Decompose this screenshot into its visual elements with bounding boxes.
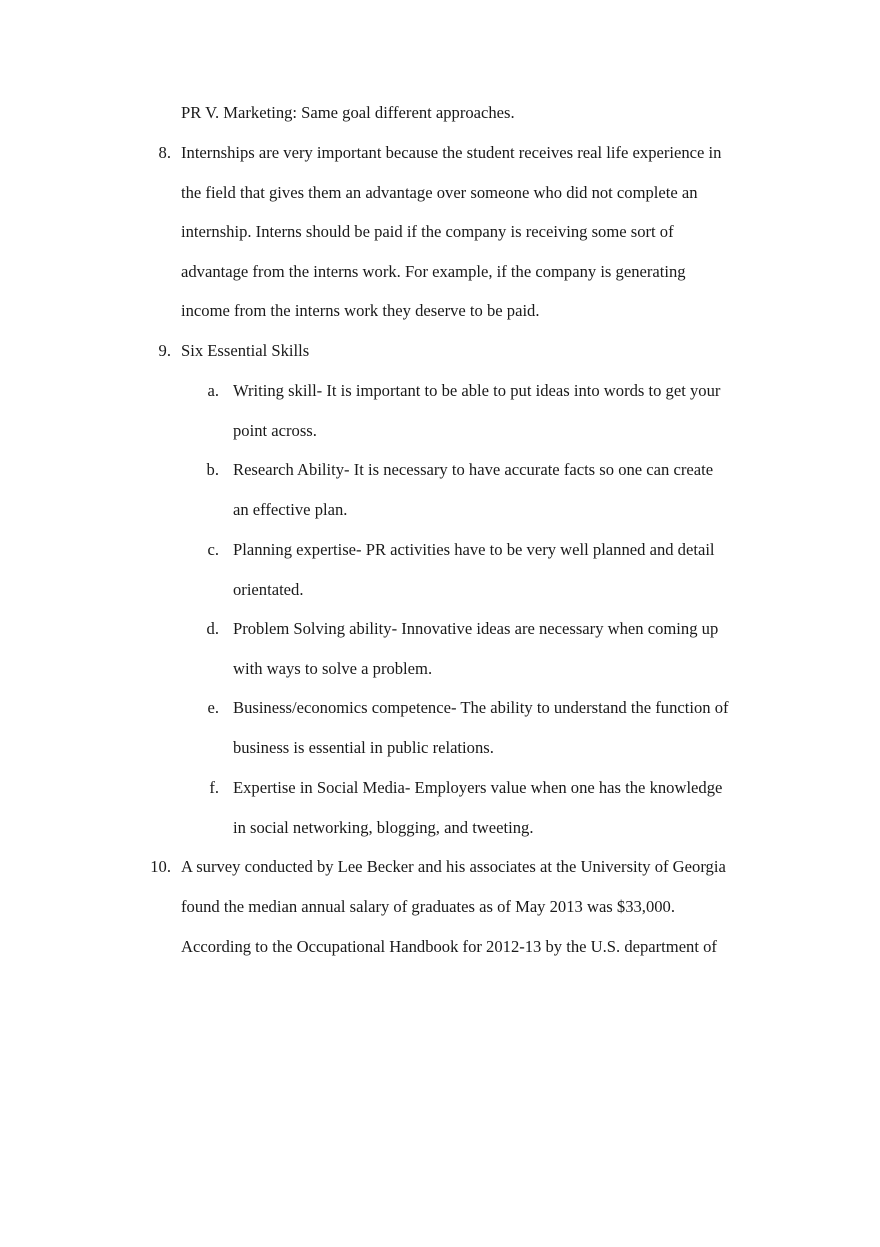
item-8-line-5: income from the interns work they deserve to be paid. (181, 301, 540, 320)
sub-a-line-1: Writing skill- It is important to be able to put ideas into words to get your (233, 381, 721, 400)
list-marker-9: 9. (158, 341, 171, 360)
item-8-line-3: internship. Interns should be paid if the company is receiving some sort of (181, 222, 674, 241)
item-8-line-4: advantage from the interns work. For example, if the company is generating (181, 262, 686, 281)
list-marker-8: 8. (158, 143, 171, 162)
sub-b-line-1: Research Ability- It is necessary to have accurate facts so one can create (233, 460, 714, 479)
sub-b-line-2: an effective plan. (233, 500, 348, 519)
sub-d-line-1: Problem Solving ability- Innovative ideas are necessary when coming up (233, 619, 719, 638)
sub-e-line-1: Business/economics competence- The ability to understand the function of (233, 698, 729, 717)
sub-c-line-2: orientated. (233, 580, 304, 599)
sub-f-line-1: Expertise in Social Media- Employers value when one has the knowledge (233, 778, 723, 797)
list-marker-10: 10. (150, 857, 171, 876)
sub-e-line-2: business is essential in public relations. (233, 738, 494, 757)
item-10-line-2: found the median annual salary of graduates as of May 2013 was $33,000. (181, 897, 675, 916)
sub-marker-e: e. (207, 698, 219, 717)
sub-f-line-2: in social networking, blogging, and tweeting. (233, 818, 534, 837)
sub-marker-a: a. (207, 381, 219, 400)
sub-marker-d: d. (206, 619, 219, 638)
intro-line: PR V. Marketing: Same goal different approaches. (181, 103, 515, 122)
sub-c-line-1: Planning expertise- PR activities have to be very well planned and detail (233, 540, 715, 559)
item-9-heading: Six Essential Skills (181, 341, 310, 360)
sub-marker-c: c. (207, 540, 219, 559)
item-8-line-2: the field that gives them an advantage over someone who did not complete an (181, 183, 698, 202)
sub-d-line-2: with ways to solve a problem. (233, 659, 433, 678)
sub-marker-f: f. (209, 778, 219, 797)
item-10-line-3: According to the Occupational Handbook for 2012-13 by the U.S. department of (181, 937, 717, 956)
item-10-line-1: A survey conducted by Lee Becker and his associates at the University of Georgia (181, 857, 726, 876)
item-8-line-1: Internships are very important because the student receives real life experience in (181, 143, 722, 162)
sub-a-line-2: point across. (233, 421, 317, 440)
sub-marker-b: b. (206, 460, 219, 479)
